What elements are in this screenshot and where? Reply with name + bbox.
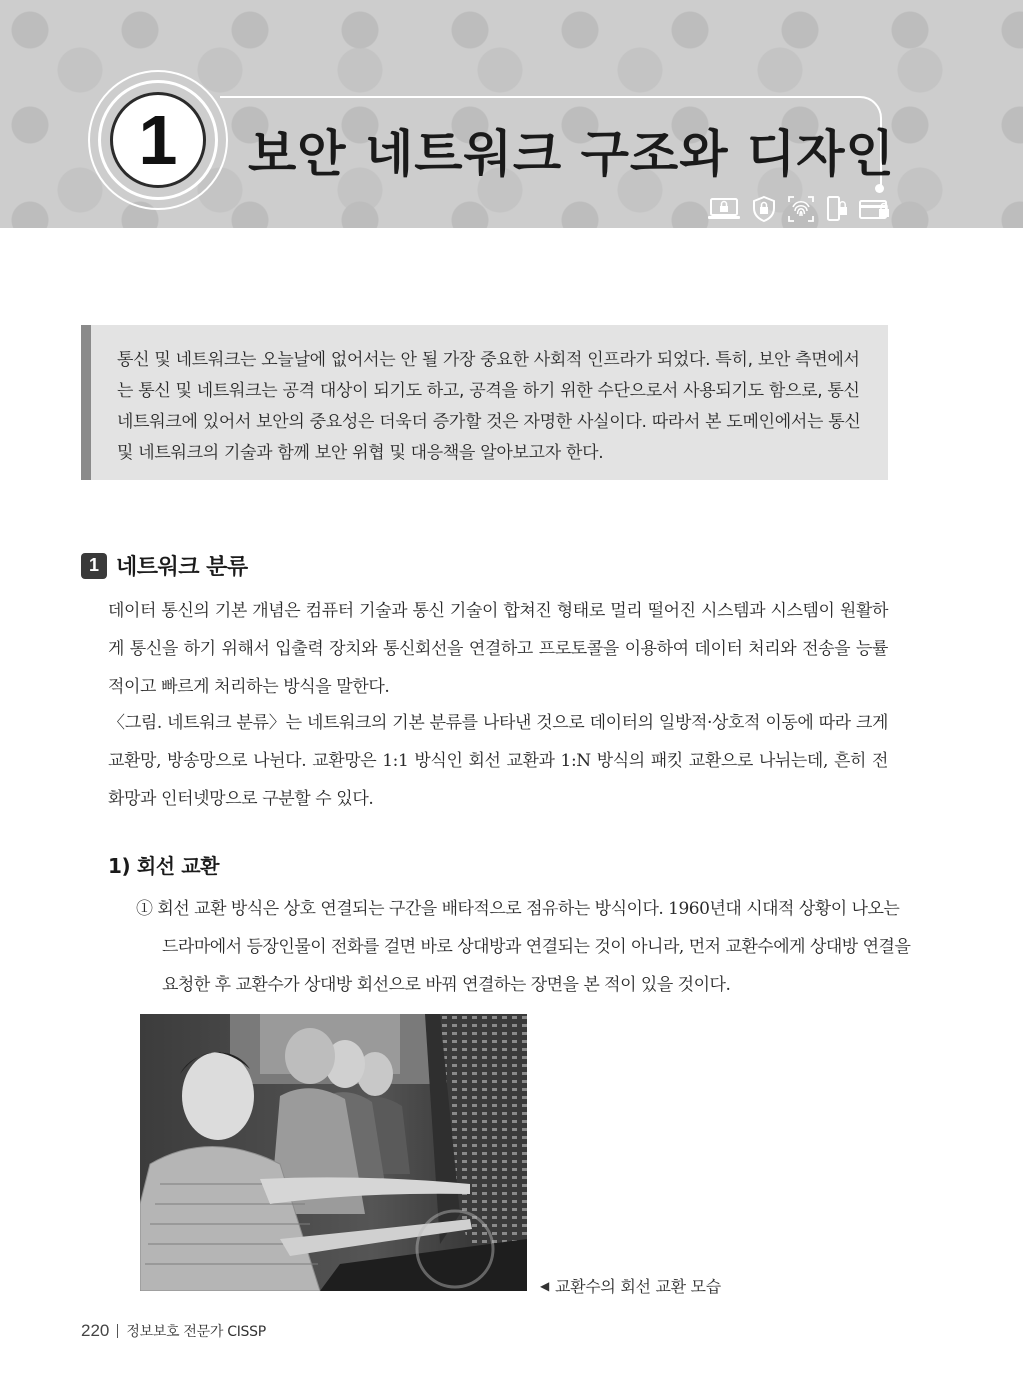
section-title: 네트워크 분류 — [116, 555, 248, 580]
phone-lock-icon — [825, 195, 849, 223]
switchboard-operators-photo — [140, 1014, 527, 1291]
body-paragraph: 데이터 통신의 기본 개념은 컴퓨터 기술과 통신 기술이 합쳐진 형태로 멀리 떨어진 시스템과 시스템이 원활하게 통신을 하기 위해서 입출력 장치와 통신회선을 연결하고 프로토콜을 이용하여 데이터 처리와 전송을 능률적이고 빠르게 처리하는 방식을 말한다. — [108, 601, 888, 697]
numbered-item: ① 회선 교환 방식은 상호 연결되는 구간을 배타적으로 점유하는 방식이다. 1960년대 시대적 상황이 나오는 드라마에서 등장인물이 전화를 걸면 바로 상대방과 연결되는 것이 아니라, 먼저 교환수에게 상대방 연결을 요청한 후 교환수가 상대방 회선으로 바꿔 연결하는 장면을 본 적이 있을 것이다. — [136, 899, 911, 995]
fingerprint-icon — [787, 195, 815, 223]
card-lock-icon — [859, 197, 891, 221]
caption-text: 교환수의 회선 교환 모습 — [554, 1277, 721, 1296]
footer-divider — [117, 1324, 118, 1338]
photo-illustration — [140, 1014, 527, 1291]
chapter-title: 보안 네트워크 구조와 디자인 — [248, 125, 895, 183]
chapter-number-badge — [110, 92, 206, 188]
chapter-number: 1 — [138, 101, 178, 179]
photo-caption — [540, 1274, 721, 1297]
book-title: 정보보호 전문가 CISSP — [126, 1324, 266, 1340]
subsection-title: 1) 회선 교환 — [108, 854, 220, 878]
body-paragraph: 〈그림. 네트워크 분류〉는 네트워크의 기본 분류를 나타낸 것으로 데이터의 일방적·상호적 이동에 따라 크게 교환망, 방송망으로 나뉜다. 교환망은 1:1 방식인 회선 교환과 1:N 방식의 패킷 교환으로 나뉘는데, 흔히 전화망과 인터넷망으로 구분할 수 있다. — [108, 713, 888, 809]
section-number-badge: 1 — [81, 553, 107, 579]
laptop-lock-icon — [707, 196, 741, 222]
intro-text: 통신 및 네트워크는 오늘날에 없어서는 안 될 가장 중요한 사회적 인프라가 되었다. 특히, 보안 측면에서는 통신 및 네트워크는 공격 대상이 되기도 하고, 공격을 하기 위한 수단으로서 사용되기도 함으로, 통신 네트워크에 있어서 보안의 중요성은 더욱더 증가할 것은 자명한 사실이다. 따라서 본 도메인에서는 통신 및 네트워크의 기술과 함께 보안 위협 및 대응책을 알아보고자 한다. — [117, 350, 861, 463]
shield-lock-icon — [751, 195, 777, 223]
page-number: 220 — [81, 1321, 110, 1340]
intro-summary-box — [81, 325, 888, 480]
section-heading — [81, 550, 248, 581]
page-footer — [81, 1321, 266, 1341]
caption-arrow-icon: ◀ — [540, 1278, 549, 1293]
chapter-icon-row — [707, 194, 891, 224]
chapter-banner — [0, 0, 1023, 228]
